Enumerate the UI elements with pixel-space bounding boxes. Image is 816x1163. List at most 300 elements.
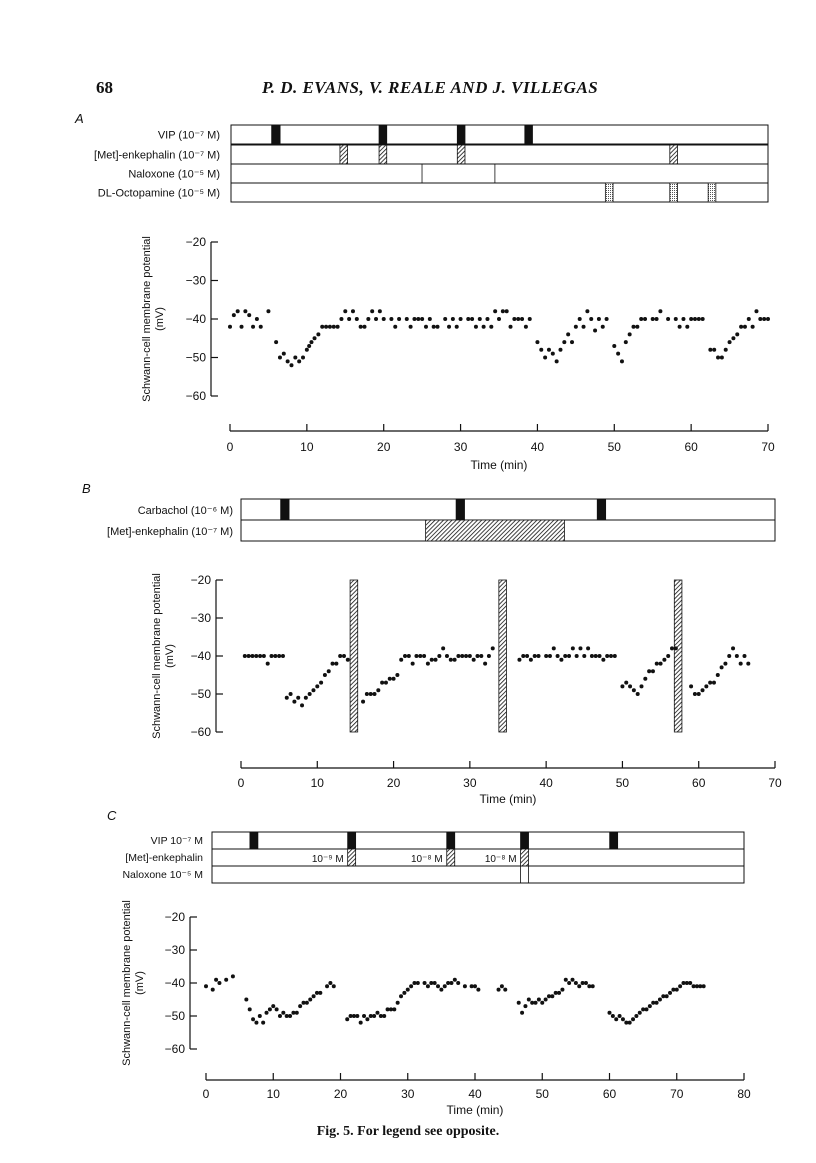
data-point [470,317,474,321]
treatment-concentration: 10⁻⁸ M [411,853,443,865]
data-point [243,309,247,313]
data-point [591,984,595,988]
data-point [255,317,259,321]
data-point [528,317,532,321]
treatment-event-solid [447,832,455,849]
treatment-event-solid [457,125,465,144]
data-point [612,344,616,348]
data-point [370,309,374,313]
data-point [266,309,270,313]
treatment-row [107,520,775,541]
data-point [616,352,620,356]
data-point [628,332,632,336]
data-point [516,317,520,321]
data-point [320,325,324,329]
data-point [708,348,712,352]
x-tick-label: 0 [226,440,234,454]
data-point [582,325,586,329]
x-tick-label: 40 [539,776,553,790]
data-point [643,677,647,681]
data-point [702,984,706,988]
data-point [716,356,720,360]
data-point [666,654,670,658]
data-point [366,317,370,321]
panel-b [82,481,782,806]
data-point [308,998,312,1002]
treatment-label: VIP 10⁻⁷ M [150,835,203,848]
data-point [557,991,561,995]
data-point [668,991,672,995]
data-point [639,317,643,321]
x-tick-label: 40 [468,1087,482,1101]
data-point [634,1014,638,1018]
data-point [247,654,251,658]
x-tick-label: 60 [602,1087,617,1101]
data-point [544,998,548,1002]
data-point [571,978,575,982]
data-point [563,654,567,658]
data-point [449,658,453,662]
data-point [325,984,329,988]
data-point [724,348,728,352]
treatment-track [231,145,768,164]
data-point [399,658,403,662]
data-point [382,1014,386,1018]
data-point [265,1011,269,1015]
data-point [693,692,697,696]
data-point [244,998,248,1002]
treatment-event-hatched [348,849,356,866]
data-point [313,336,317,340]
data-point [428,317,432,321]
treatment-event-solid [610,832,618,849]
data-point [392,1007,396,1011]
data-point [564,978,568,982]
data-point [624,340,628,344]
data-point [746,662,750,666]
data-point [301,356,305,360]
data-point [685,325,689,329]
data-point [430,658,434,662]
treatment-event-hatched [426,520,565,541]
data-point [628,1021,632,1025]
data-point [402,991,406,995]
y-tick-label: −60 [185,389,206,403]
data-point [473,984,477,988]
treatment-track [231,183,768,202]
data-point [414,654,418,658]
panel-c [107,808,751,1117]
data-point [475,654,479,658]
data-point [651,317,655,321]
data-point [497,988,501,992]
data-point [658,998,662,1002]
data-point [525,654,529,658]
data-point [466,317,470,321]
data-point [437,654,441,658]
data-point [620,684,624,688]
data-point [305,1001,309,1005]
data-point [727,654,731,658]
data-point [621,1017,625,1021]
y-tick-label: −20 [164,910,185,924]
data-point [503,988,507,992]
data-point [288,1014,292,1018]
data-point [254,1021,258,1025]
data-point [273,654,277,658]
x-tick-label: 20 [333,1087,348,1101]
data-point [678,325,682,329]
data-point [281,654,285,658]
data-point [547,348,551,352]
data-point [380,681,384,685]
data-point [539,348,543,352]
data-point [655,662,659,666]
data-point [228,325,232,329]
data-point [204,984,208,988]
data-point [436,325,440,329]
data-point [224,978,228,982]
data-point [396,1001,400,1005]
data-point [292,700,296,704]
data-point [483,662,487,666]
data-point [312,994,316,998]
data-point [558,348,562,352]
x-tick-label: 50 [607,440,621,454]
data-point [497,317,501,321]
data-point [552,646,556,650]
data-point [441,646,445,650]
data-point [397,317,401,321]
x-tick-label: 30 [463,776,477,790]
data-point [433,981,437,985]
data-point [478,317,482,321]
panel-a [74,111,775,472]
treatment-label: [Met]-enkephalin (10⁻⁷ M) [107,526,233,539]
treatment-track [212,849,744,866]
data-point [512,317,516,321]
treatment-event-solid [456,499,464,520]
data-point [708,681,712,685]
y-axis-label: Schwann-cell membrane potential [151,573,163,739]
data-point [479,654,483,658]
data-point [571,646,575,650]
application-bar [499,580,507,732]
treatment-event-hatched [447,849,455,866]
running-head: P. D. EVANS, V. REALE AND J. VILLEGAS [262,78,599,97]
data-point [590,654,594,658]
data-point [328,981,332,985]
data-point [491,646,495,650]
treatment-event-solid [272,125,280,144]
x-tick-label: 40 [530,440,545,454]
data-point [307,344,311,348]
treatment-event-open [422,164,495,183]
data-point [456,981,460,985]
data-point [701,317,705,321]
data-point [262,654,266,658]
treatment-event-dotted [708,183,716,202]
data-point [739,325,743,329]
data-point [464,654,468,658]
data-point [543,356,547,360]
data-point [259,325,263,329]
data-point [336,325,340,329]
data-point [559,658,563,662]
data-point [412,317,416,321]
data-point [651,669,655,673]
data-point [577,984,581,988]
panel-letter: B [82,481,91,496]
data-point [578,646,582,650]
data-point [598,654,602,658]
data-point [436,984,440,988]
data-point [605,654,609,658]
data-point [399,994,403,998]
treatment-event-solid [597,499,605,520]
data-point [463,984,467,988]
data-point [355,317,359,321]
data-point [305,348,309,352]
data-point [266,662,270,666]
data-point [274,340,278,344]
data-point [624,681,628,685]
data-point [372,1014,376,1018]
data-point [293,356,297,360]
data-point [597,317,601,321]
treatment-event-dotted [605,183,613,202]
treatment-event-hatched [457,145,465,164]
y-axis-unit: (mV) [134,971,146,995]
data-point [527,998,531,1002]
data-point [493,309,497,313]
data-point [697,317,701,321]
treatment-row [98,183,768,202]
data-point [636,692,640,696]
data-point [701,688,705,692]
data-point [582,654,586,658]
data-point [537,998,541,1002]
data-point [365,1017,369,1021]
data-point [533,654,537,658]
treatment-row [158,125,768,144]
treatment-event-solid [379,125,387,144]
data-point [584,981,588,985]
data-point [369,692,373,696]
data-point [347,317,351,321]
data-point [487,654,491,658]
x-tick-label: 30 [453,440,468,454]
data-point [614,1017,618,1021]
data-point [211,988,215,992]
data-point [271,1004,275,1008]
data-point [311,688,315,692]
data-point [662,658,666,662]
data-point [589,317,593,321]
data-point [248,1007,252,1011]
data-point [613,654,617,658]
treatment-track [212,866,744,883]
treatment-label: DL-Octopamine (10⁻⁵ M) [97,187,220,200]
data-point [594,654,598,658]
treatment-label: [Met]-enkephalin [125,852,203,865]
data-point [712,681,716,685]
data-point [236,309,240,313]
data-point [309,340,313,344]
data-point [332,325,336,329]
data-point [423,981,427,985]
data-point [468,654,472,658]
data-point [409,984,413,988]
data-point [406,988,410,992]
data-point [743,325,747,329]
treatment-track [231,125,768,144]
panel-letter: C [107,808,117,823]
data-point [395,673,399,677]
data-point [378,309,382,313]
data-point [644,1007,648,1011]
treatment-label: Naloxone 10⁻⁵ M [122,869,203,882]
y-axis-unit: (mV) [154,307,166,331]
data-point [609,654,613,658]
treatment-row [94,145,768,164]
data-point [426,984,430,988]
application-bar [674,580,682,732]
data-point [339,317,343,321]
data-point [524,325,528,329]
data-point [439,988,443,992]
data-point [675,988,679,992]
treatment-row [128,164,768,183]
data-point [578,317,582,321]
x-tick-label: 0 [202,1087,210,1101]
data-point [460,654,464,658]
data-point [426,662,430,666]
data-point [449,981,453,985]
data-point [567,981,571,985]
data-point [346,658,350,662]
data-point [453,658,457,662]
data-point [534,1001,538,1005]
data-point [434,658,438,662]
data-point [416,317,420,321]
treatment-label: Naloxone (10⁻⁵ M) [128,168,220,181]
treatment-event-solid [525,125,533,144]
x-axis-label: Time (min) [470,458,528,472]
data-point [535,340,539,344]
data-point [574,981,578,985]
y-tick-label: −40 [190,649,211,663]
data-point [418,654,422,658]
data-point [593,329,597,333]
treatment-concentration: 10⁻⁹ M [311,853,344,865]
x-tick-label: 20 [377,440,391,454]
data-point [735,332,739,336]
data-point [517,1001,521,1005]
data-point [420,317,424,321]
data-point [640,684,644,688]
data-point [254,654,258,658]
data-point [416,981,420,985]
data-point [632,325,636,329]
data-point [574,325,578,329]
figure-caption: Fig. 5. For legend see opposite. [316,1124,500,1139]
data-point [474,325,478,329]
data-point [643,317,647,321]
treatment-label: [Met]-enkephalin (10⁻⁷ M) [94,149,220,162]
data-point [704,684,708,688]
data-point [631,1017,635,1021]
data-point [282,352,286,356]
data-point [693,317,697,321]
data-point [666,317,670,321]
treatment-track [241,499,775,520]
data-point [655,317,659,321]
data-point [501,309,505,313]
data-point [476,988,480,992]
data-point [716,673,720,677]
data-point [712,348,716,352]
data-point [544,654,548,658]
data-point [648,1004,652,1008]
data-point [361,700,365,704]
y-axis-label: Schwann-cell membrane potential [141,236,153,402]
x-tick-label: 80 [737,1087,751,1101]
data-point [758,317,762,321]
data-point [489,325,493,329]
data-point [520,1011,524,1015]
data-point [403,654,407,658]
data-point [289,363,293,367]
treatment-row [138,499,775,520]
y-tick-label: −30 [190,611,211,625]
data-point [688,981,692,985]
data-point [551,352,555,356]
data-point [451,317,455,321]
data-point [232,313,236,317]
data-point [359,325,363,329]
data-point [562,340,566,344]
data-point [742,654,746,658]
treatment-row [122,866,744,883]
data-point [455,325,459,329]
data-point [658,309,662,313]
treatment-event-dotted [670,183,678,202]
x-axis-label: Time (min) [446,1103,504,1117]
treatment-event-solid [250,832,258,849]
data-point [720,356,724,360]
x-tick-label: 50 [615,776,630,790]
page-number: 68 [96,78,113,97]
x-axis-label: Time (min) [479,792,537,806]
data-point [521,654,525,658]
data-point [586,646,590,650]
data-point [689,684,693,688]
data-point [268,1007,272,1011]
data-point [304,696,308,700]
y-tick-label: −50 [185,350,206,365]
treatment-label: Carbachol (10⁻⁶ M) [137,505,233,518]
data-point [638,1011,642,1015]
data-point [323,673,327,677]
treatment-event-hatched [379,145,387,164]
data-point [250,654,254,658]
data-point [296,696,300,700]
data-point [556,654,560,658]
y-axis-label: Schwann-cell membrane potential [121,900,133,1066]
data-point [285,696,289,700]
data-point [766,317,770,321]
